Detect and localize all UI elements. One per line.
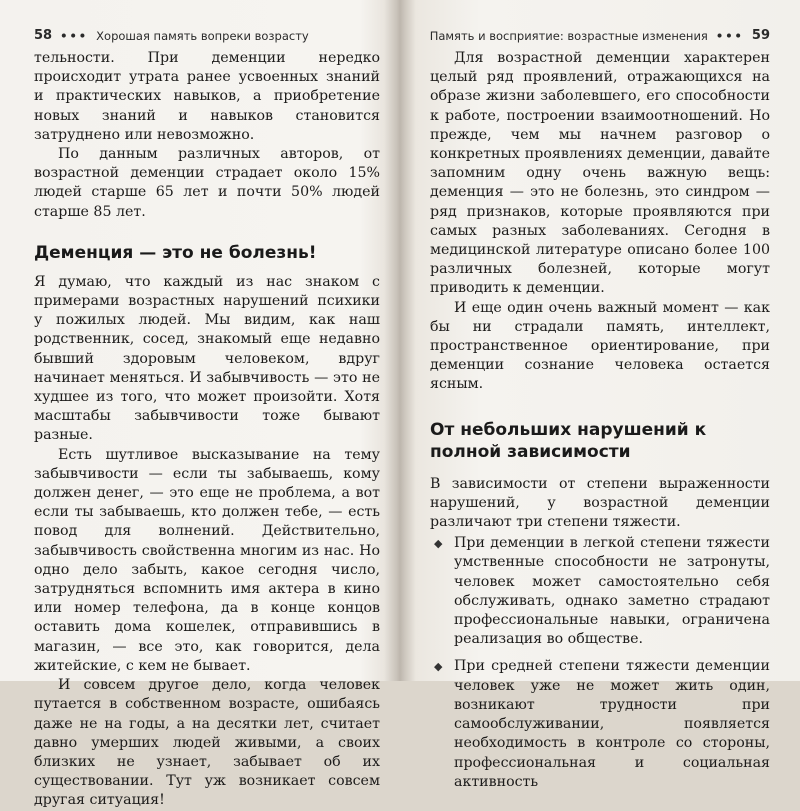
left-page: [0, 0, 394, 809]
running-title: Хорошая память вопреки возрасту: [96, 28, 309, 43]
diamond-bullet-icon: ◆: [434, 537, 443, 551]
diamond-bullet-icon: ◆: [434, 660, 443, 674]
list-item: [430, 657, 770, 791]
running-title: Память и восприятие: возрастные изменения: [429, 28, 708, 43]
list-item: [430, 534, 770, 649]
body-paragraph: Для возрастной деменции характерен целый ряд проявлений, отражающихся на образе жизни заболевшего, его способности к работе, построении взаимоотношений. Но прежде, чем мы начнем разговор о конкретных проявлениях деменции, давайте запомним одну очень важную вещь: деменция — это не болезнь, это синдром — ряд признаков, которые проявляются при самых разных заболеваниях. Сегодня в медицинской литературе описано более 100 различных болезней, которые могут приводить к деменции.: [430, 50, 770, 297]
body-paragraph: И совсем другое дело, когда человек путается в собственном возрасте, ошибаясь даже не на годы, а на десятки лет, считает давно умерших людей живыми, а своих близких не узнает, забывает об их существовании. Тут уж возникает совсем другая ситуация!: [34, 677, 380, 809]
running-head-left: [34, 28, 380, 43]
body-paragraph: Есть шутливое высказывание на тему забывчивости — если ты забываешь, кому должен денег, — это еще не проблема, а вот если ты забываешь, кто должен тебе, — есть повод для волнений. Действительно, забывчивость свойственна многим из нас. Но одно дело забыть, какое сегодня число, затрудняться вспомнить имя актера в кино или номер телефона, да в конце концов оставить дома кошелек, отправившись в магазин, — все это, как говорится, дела житейские, с кем не бывает.: [34, 446, 380, 674]
section-heading: От небольших нарушений к полной зависимости: [430, 419, 707, 462]
stats-paragraph: По данным различных авторов, от возрастной деменции страдает около 15% людей старше 65 лет и почти 50% людей старше 85 лет.: [34, 146, 380, 220]
running-head-right: [430, 28, 770, 43]
running-head-dots: •••: [715, 28, 744, 43]
page-number: 59: [751, 28, 770, 43]
body-paragraph: И еще один очень важный момент — как бы ни страдали память, интеллект, пространственное ориентирование, при деменции сознание человека остается ясным.: [430, 299, 770, 393]
section-heading: Деменция — это не болезнь!: [34, 242, 317, 263]
severity-list: [430, 534, 770, 792]
body-paragraph: Я думаю, что каждый из нас знаком с примерами возрастных нарушений психики у пожилых людей. Мы видим, как наш родственник, сосед, знакомый еще недавно бывший здоровым человеком, вдруг начинает меняться. И забывчивость — это не худшее из того, что может произойти. Хотя масштабы забывчивости тоже бывают разные.: [34, 273, 380, 444]
body-paragraph: В зависимости от степени выраженности нарушений, у возрастной деменции различают три степени тяжести.: [430, 475, 770, 531]
list-item-text: При средней степени тяжести деменции человек уже не может жить один, возникают трудности при самообслуживании, появляется необходимость в контроле со стороны, профессиональная и социальная активность: [454, 658, 770, 790]
intro-paragraph: тельности. При деменции нередко происходит утрата ранее усвоенных знаний и практических навыков, а приобретение новых знаний и навыков становится затруднено или невозможно.: [34, 50, 380, 143]
running-head-dots: •••: [60, 28, 89, 43]
page-number: 58: [34, 28, 53, 43]
right-page: [394, 0, 800, 790]
list-item-text: При деменции в легкой степени тяжести умственные способности не затронуты, человек может самостоятельно себя обслуживать, однако заметно страдают профессиональные навыки, ограничена реализация во обществе.: [454, 535, 770, 648]
